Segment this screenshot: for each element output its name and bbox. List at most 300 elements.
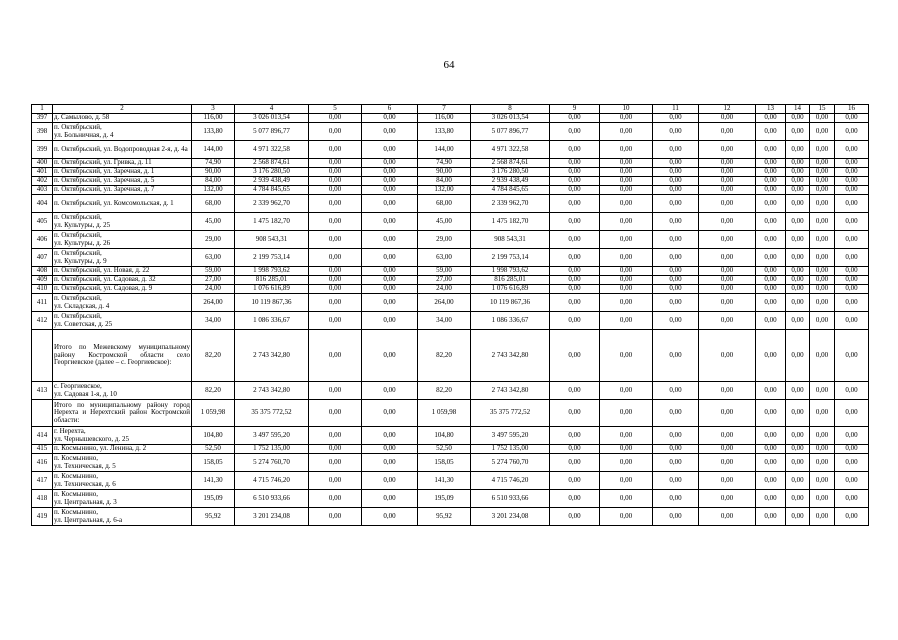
value-cell: 2 939 438,49 <box>471 177 550 186</box>
value-cell: 0,00 <box>600 454 653 472</box>
value-cell: 0,00 <box>362 294 418 312</box>
value-cell: 0,00 <box>810 177 835 186</box>
value-cell: 0,00 <box>756 330 786 382</box>
value-cell: 0,00 <box>309 312 362 330</box>
value-cell: 0,00 <box>600 168 653 177</box>
value-cell: 0,00 <box>810 213 835 231</box>
value-cell: 0,00 <box>653 195 699 213</box>
value-cell: 0,00 <box>756 267 786 276</box>
value-cell: 0,00 <box>756 195 786 213</box>
value-cell: 1 076 616,89 <box>471 285 550 294</box>
value-cell: 0,00 <box>786 195 810 213</box>
value-cell: 0,00 <box>810 249 835 267</box>
value-cell: 0,00 <box>756 508 786 526</box>
value-cell: 0,00 <box>653 427 699 445</box>
value-cell: 0,00 <box>835 123 869 141</box>
value-cell: 0,00 <box>699 177 756 186</box>
value-cell: 2 199 753,14 <box>471 249 550 267</box>
value-cell: 0,00 <box>756 186 786 195</box>
value-cell: 1 086 336,67 <box>471 312 550 330</box>
value-cell: 0,00 <box>653 114 699 123</box>
value-cell: 0,00 <box>309 490 362 508</box>
value-cell: 0,00 <box>699 276 756 285</box>
value-cell: 0,00 <box>600 400 653 427</box>
value-cell: 0,00 <box>835 213 869 231</box>
value-cell: 0,00 <box>810 168 835 177</box>
value-cell: 0,00 <box>786 445 810 454</box>
value-cell: 0,00 <box>362 267 418 276</box>
value-cell: 116,00 <box>418 114 471 123</box>
value-cell: 0,00 <box>309 267 362 276</box>
value-cell: 0,00 <box>653 231 699 249</box>
value-cell: 0,00 <box>786 454 810 472</box>
value-cell: 2 939 438,49 <box>235 177 309 186</box>
column-header: 15 <box>810 105 835 114</box>
value-cell: 0,00 <box>835 454 869 472</box>
page-number: 64 <box>443 59 455 71</box>
value-cell: 0,00 <box>362 285 418 294</box>
row-number-cell: 407 <box>32 249 53 267</box>
row-number-cell: 405 <box>32 213 53 231</box>
value-cell: 59,00 <box>192 267 235 276</box>
data-table <box>31 104 869 526</box>
address-cell: д. Самылово, д. 58 <box>53 114 192 123</box>
value-cell: 0,00 <box>550 490 600 508</box>
value-cell: 0,00 <box>699 400 756 427</box>
address-cell: п. Октябрьский, ул. Комсомольская, д. 1 <box>53 195 192 213</box>
value-cell: 0,00 <box>699 114 756 123</box>
value-cell: 45,00 <box>418 213 471 231</box>
value-cell: 3 026 013,54 <box>471 114 550 123</box>
value-cell: 90,00 <box>192 168 235 177</box>
table-row <box>32 427 869 445</box>
value-cell: 0,00 <box>600 427 653 445</box>
value-cell: 4 715 746,20 <box>235 472 309 490</box>
value-cell: 158,05 <box>192 454 235 472</box>
table-row <box>32 186 869 195</box>
value-cell: 0,00 <box>699 249 756 267</box>
value-cell: 141,30 <box>192 472 235 490</box>
value-cell: 27,00 <box>192 276 235 285</box>
column-header: 2 <box>53 105 192 114</box>
value-cell: 0,00 <box>756 445 786 454</box>
value-cell: 4 971 322,58 <box>471 141 550 159</box>
value-cell: 0,00 <box>550 382 600 400</box>
value-cell: 0,00 <box>786 159 810 168</box>
value-cell: 0,00 <box>550 195 600 213</box>
value-cell: 0,00 <box>362 231 418 249</box>
value-cell: 0,00 <box>653 400 699 427</box>
value-cell: 0,00 <box>309 454 362 472</box>
row-number-cell: 412 <box>32 312 53 330</box>
row-number-cell: 402 <box>32 177 53 186</box>
table-row <box>32 294 869 312</box>
value-cell: 0,00 <box>786 276 810 285</box>
value-cell: 141,30 <box>418 472 471 490</box>
value-cell: 116,00 <box>192 114 235 123</box>
value-cell: 0,00 <box>309 159 362 168</box>
value-cell: 0,00 <box>309 508 362 526</box>
value-cell: 1 076 616,89 <box>235 285 309 294</box>
value-cell: 0,00 <box>756 490 786 508</box>
value-cell: 0,00 <box>835 294 869 312</box>
row-number-cell <box>32 330 53 382</box>
address-cell: Итого по Межевскому муниципальному району Костромской области село Георгиевское (далее – с. Георгиевское): <box>53 330 192 382</box>
value-cell: 264,00 <box>418 294 471 312</box>
value-cell: 0,00 <box>362 159 418 168</box>
value-cell: 0,00 <box>309 168 362 177</box>
value-cell: 0,00 <box>835 427 869 445</box>
subtotal-row <box>32 330 869 382</box>
value-cell: 90,00 <box>418 168 471 177</box>
value-cell: 0,00 <box>309 445 362 454</box>
row-number-cell: 401 <box>32 168 53 177</box>
table-row <box>32 231 869 249</box>
value-cell: 35 375 772,52 <box>235 400 309 427</box>
value-cell: 0,00 <box>653 382 699 400</box>
value-cell: 0,00 <box>550 508 600 526</box>
value-cell: 0,00 <box>362 168 418 177</box>
table-row <box>32 195 869 213</box>
value-cell: 104,80 <box>418 427 471 445</box>
value-cell: 0,00 <box>786 267 810 276</box>
value-cell: 5 274 760,70 <box>235 454 309 472</box>
value-cell: 0,00 <box>653 159 699 168</box>
value-cell: 74,90 <box>418 159 471 168</box>
value-cell: 0,00 <box>699 231 756 249</box>
value-cell: 0,00 <box>835 276 869 285</box>
value-cell: 0,00 <box>600 294 653 312</box>
value-cell: 0,00 <box>309 330 362 382</box>
value-cell: 104,80 <box>192 427 235 445</box>
value-cell: 1 998 793,62 <box>471 267 550 276</box>
value-cell: 0,00 <box>653 123 699 141</box>
value-cell: 0,00 <box>309 294 362 312</box>
value-cell: 0,00 <box>786 382 810 400</box>
value-cell: 2 743 342,80 <box>471 330 550 382</box>
value-cell: 0,00 <box>653 285 699 294</box>
row-number-cell: 404 <box>32 195 53 213</box>
address-cell: п. Октябрьский, ул. Водопроводная 2-я, д. 4а <box>53 141 192 159</box>
value-cell: 0,00 <box>600 177 653 186</box>
value-cell: 0,00 <box>362 186 418 195</box>
address-cell: п. Октябрьский, ул. Заречная, д. 7 <box>53 186 192 195</box>
address-cell: п. Октябрьский, ул. Культуры, д. 9 <box>53 249 192 267</box>
value-cell: 63,00 <box>418 249 471 267</box>
value-cell: 0,00 <box>550 249 600 267</box>
column-header: 4 <box>235 105 309 114</box>
value-cell: 0,00 <box>653 294 699 312</box>
value-cell: 2 339 962,70 <box>235 195 309 213</box>
value-cell: 82,20 <box>192 330 235 382</box>
value-cell: 0,00 <box>835 382 869 400</box>
table-row <box>32 382 869 400</box>
value-cell: 0,00 <box>786 141 810 159</box>
table-row <box>32 123 869 141</box>
value-cell: 2 743 342,80 <box>235 382 309 400</box>
value-cell: 1 752 135,00 <box>235 445 309 454</box>
address-cell: п. Октябрьский, ул. Садовая, д. 32 <box>53 276 192 285</box>
value-cell: 4 715 746,20 <box>471 472 550 490</box>
value-cell: 0,00 <box>786 285 810 294</box>
address-cell: п. Октябрьский, ул. Гривка, д. 11 <box>53 159 192 168</box>
value-cell: 0,00 <box>756 285 786 294</box>
value-cell: 0,00 <box>362 141 418 159</box>
value-cell: 908 543,31 <box>235 231 309 249</box>
value-cell: 0,00 <box>550 285 600 294</box>
value-cell: 0,00 <box>550 454 600 472</box>
value-cell: 34,00 <box>418 312 471 330</box>
table-row <box>32 490 869 508</box>
value-cell: 6 510 933,66 <box>235 490 309 508</box>
value-cell: 0,00 <box>550 276 600 285</box>
address-cell: п. Космынино, ул. Центральная, д. 3 <box>53 490 192 508</box>
address-cell: п. Космынино, ул. Техническая, д. 6 <box>53 472 192 490</box>
value-cell: 0,00 <box>835 177 869 186</box>
value-cell: 10 119 867,36 <box>235 294 309 312</box>
column-header: 5 <box>309 105 362 114</box>
value-cell: 34,00 <box>192 312 235 330</box>
column-header: 7 <box>418 105 471 114</box>
subtotal-row <box>32 400 869 427</box>
table-row <box>32 276 869 285</box>
value-cell: 0,00 <box>362 123 418 141</box>
value-cell: 0,00 <box>810 382 835 400</box>
address-cell: п. Октябрьский, ул. Складская, д. 4 <box>53 294 192 312</box>
value-cell: 82,20 <box>418 330 471 382</box>
value-cell: 0,00 <box>810 141 835 159</box>
value-cell: 59,00 <box>418 267 471 276</box>
column-header: 10 <box>600 105 653 114</box>
value-cell: 0,00 <box>699 267 756 276</box>
value-cell: 0,00 <box>309 285 362 294</box>
value-cell: 0,00 <box>835 114 869 123</box>
value-cell: 0,00 <box>786 294 810 312</box>
value-cell: 0,00 <box>756 249 786 267</box>
value-cell: 0,00 <box>550 231 600 249</box>
value-cell: 0,00 <box>810 312 835 330</box>
value-cell: 0,00 <box>362 490 418 508</box>
value-cell: 3 176 280,50 <box>235 168 309 177</box>
value-cell: 0,00 <box>810 427 835 445</box>
value-cell: 0,00 <box>699 195 756 213</box>
value-cell: 0,00 <box>653 490 699 508</box>
header-row <box>32 105 869 114</box>
value-cell: 264,00 <box>192 294 235 312</box>
value-cell: 0,00 <box>653 249 699 267</box>
value-cell: 0,00 <box>786 231 810 249</box>
table-row <box>32 267 869 276</box>
value-cell: 3 497 595,20 <box>235 427 309 445</box>
value-cell: 0,00 <box>835 168 869 177</box>
value-cell: 0,00 <box>600 330 653 382</box>
value-cell: 0,00 <box>653 213 699 231</box>
row-number-cell: 413 <box>32 382 53 400</box>
value-cell: 0,00 <box>699 490 756 508</box>
value-cell: 2 199 753,14 <box>235 249 309 267</box>
value-cell: 0,00 <box>699 186 756 195</box>
value-cell: 0,00 <box>600 231 653 249</box>
value-cell: 0,00 <box>756 177 786 186</box>
value-cell: 0,00 <box>550 123 600 141</box>
value-cell: 0,00 <box>550 177 600 186</box>
value-cell: 0,00 <box>699 427 756 445</box>
row-number-cell: 410 <box>32 285 53 294</box>
address-cell: п. Октябрьский, ул. Новая, д. 22 <box>53 267 192 276</box>
value-cell: 0,00 <box>600 267 653 276</box>
value-cell: 0,00 <box>835 508 869 526</box>
value-cell: 0,00 <box>309 231 362 249</box>
address-cell: г. Нерехта, ул. Чернышевского, д. 25 <box>53 427 192 445</box>
value-cell: 3 201 234,08 <box>471 508 550 526</box>
value-cell: 0,00 <box>362 213 418 231</box>
row-number-cell: 408 <box>32 267 53 276</box>
value-cell: 0,00 <box>600 213 653 231</box>
value-cell: 0,00 <box>600 195 653 213</box>
value-cell: 1 475 182,70 <box>235 213 309 231</box>
column-header: 6 <box>362 105 418 114</box>
value-cell: 0,00 <box>835 445 869 454</box>
value-cell: 144,00 <box>418 141 471 159</box>
value-cell: 0,00 <box>699 382 756 400</box>
value-cell: 0,00 <box>786 490 810 508</box>
column-header: 13 <box>756 105 786 114</box>
value-cell: 0,00 <box>362 472 418 490</box>
value-cell: 4 784 845,65 <box>235 186 309 195</box>
value-cell: 0,00 <box>550 472 600 490</box>
value-cell: 1 086 336,67 <box>235 312 309 330</box>
value-cell: 84,00 <box>192 177 235 186</box>
value-cell: 0,00 <box>699 213 756 231</box>
address-cell: Итого по муниципальному району город Нерехта и Нерехтский район Костромской области: <box>53 400 192 427</box>
table-row <box>32 168 869 177</box>
value-cell: 0,00 <box>699 330 756 382</box>
row-number-cell: 403 <box>32 186 53 195</box>
value-cell: 0,00 <box>309 186 362 195</box>
value-cell: 3 201 234,08 <box>235 508 309 526</box>
value-cell: 195,09 <box>192 490 235 508</box>
value-cell: 0,00 <box>756 454 786 472</box>
value-cell: 0,00 <box>600 490 653 508</box>
value-cell: 0,00 <box>786 123 810 141</box>
value-cell: 68,00 <box>192 195 235 213</box>
value-cell: 0,00 <box>550 294 600 312</box>
value-cell: 0,00 <box>756 159 786 168</box>
value-cell: 0,00 <box>653 141 699 159</box>
value-cell: 3 176 280,50 <box>471 168 550 177</box>
value-cell: 1 752 135,00 <box>471 445 550 454</box>
value-cell: 0,00 <box>810 267 835 276</box>
row-number-cell: 400 <box>32 159 53 168</box>
value-cell: 0,00 <box>756 114 786 123</box>
value-cell: 0,00 <box>600 159 653 168</box>
value-cell: 95,92 <box>418 508 471 526</box>
column-header: 8 <box>471 105 550 114</box>
column-header: 1 <box>32 105 53 114</box>
value-cell: 63,00 <box>192 249 235 267</box>
value-cell: 0,00 <box>550 312 600 330</box>
table-row <box>32 114 869 123</box>
value-cell: 0,00 <box>600 123 653 141</box>
value-cell: 0,00 <box>550 267 600 276</box>
value-cell: 0,00 <box>653 454 699 472</box>
row-number-cell: 398 <box>32 123 53 141</box>
value-cell: 1 998 793,62 <box>235 267 309 276</box>
value-cell: 0,00 <box>835 312 869 330</box>
address-cell: п. Космынино, ул. Центральная, д. 6-а <box>53 508 192 526</box>
value-cell: 1 059,98 <box>192 400 235 427</box>
value-cell: 0,00 <box>550 168 600 177</box>
value-cell: 0,00 <box>362 312 418 330</box>
value-cell: 0,00 <box>756 123 786 141</box>
value-cell: 0,00 <box>835 231 869 249</box>
value-cell: 2 339 962,70 <box>471 195 550 213</box>
value-cell: 0,00 <box>653 267 699 276</box>
value-cell: 4 971 322,58 <box>235 141 309 159</box>
table-row <box>32 472 869 490</box>
value-cell: 0,00 <box>309 195 362 213</box>
value-cell: 2 568 874,61 <box>471 159 550 168</box>
value-cell: 0,00 <box>362 445 418 454</box>
value-cell: 0,00 <box>786 400 810 427</box>
table-row <box>32 141 869 159</box>
value-cell: 0,00 <box>835 186 869 195</box>
value-cell: 0,00 <box>600 276 653 285</box>
value-cell: 3 497 595,20 <box>471 427 550 445</box>
value-cell: 0,00 <box>362 382 418 400</box>
value-cell: 0,00 <box>810 186 835 195</box>
value-cell: 0,00 <box>835 249 869 267</box>
value-cell: 29,00 <box>418 231 471 249</box>
value-cell: 0,00 <box>699 472 756 490</box>
table-row <box>32 445 869 454</box>
value-cell: 0,00 <box>835 159 869 168</box>
value-cell: 0,00 <box>550 400 600 427</box>
value-cell: 0,00 <box>653 508 699 526</box>
value-cell: 0,00 <box>699 294 756 312</box>
value-cell: 0,00 <box>699 123 756 141</box>
value-cell: 24,00 <box>192 285 235 294</box>
value-cell: 0,00 <box>699 285 756 294</box>
value-cell: 0,00 <box>550 114 600 123</box>
value-cell: 0,00 <box>756 276 786 285</box>
row-number-cell: 397 <box>32 114 53 123</box>
address-cell: п. Космынино, ул. Ленина, д. 2 <box>53 445 192 454</box>
address-cell: п. Октябрьский, ул. Садовая, д. 9 <box>53 285 192 294</box>
row-number-cell: 418 <box>32 490 53 508</box>
value-cell: 158,05 <box>418 454 471 472</box>
value-cell: 0,00 <box>699 159 756 168</box>
value-cell: 0,00 <box>309 276 362 285</box>
value-cell: 0,00 <box>550 330 600 382</box>
value-cell: 816 285,01 <box>235 276 309 285</box>
value-cell: 0,00 <box>786 114 810 123</box>
value-cell: 0,00 <box>835 472 869 490</box>
value-cell: 132,00 <box>418 186 471 195</box>
value-cell: 0,00 <box>550 445 600 454</box>
value-cell: 35 375 772,52 <box>471 400 550 427</box>
table-row <box>32 312 869 330</box>
value-cell: 0,00 <box>810 400 835 427</box>
value-cell: 0,00 <box>550 427 600 445</box>
value-cell: 5 274 760,70 <box>471 454 550 472</box>
value-cell: 0,00 <box>810 508 835 526</box>
row-number-cell <box>32 400 53 427</box>
row-number-cell: 417 <box>32 472 53 490</box>
table-row <box>32 508 869 526</box>
column-header: 9 <box>550 105 600 114</box>
address-cell: п. Октябрьский, ул. Культуры, д. 26 <box>53 231 192 249</box>
